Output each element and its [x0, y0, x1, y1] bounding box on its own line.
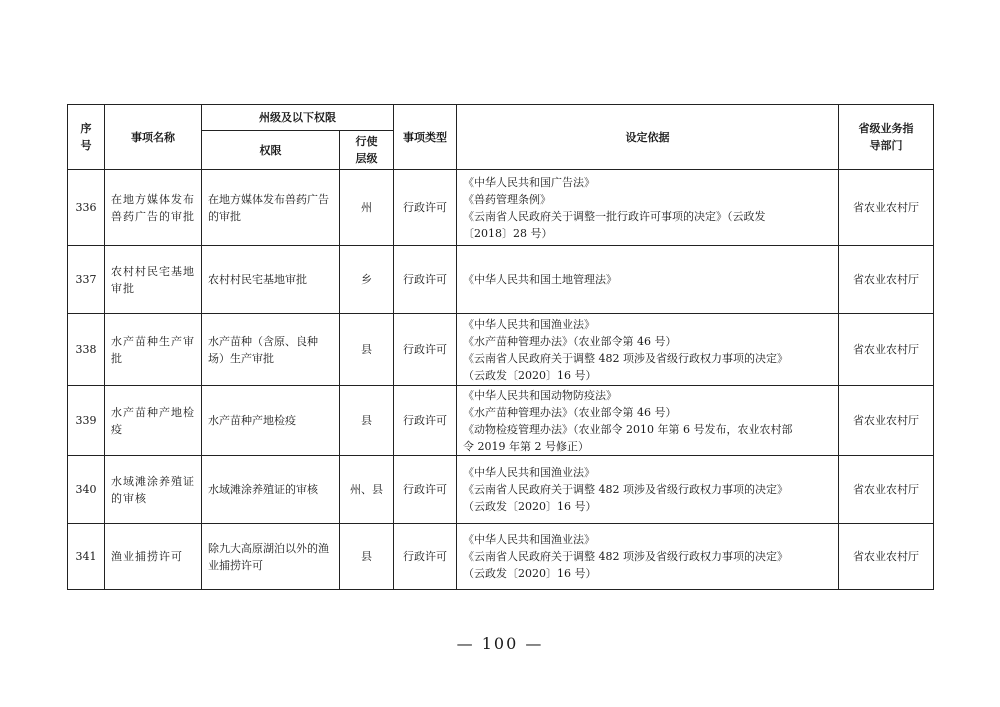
basis-line: 《云南省人民政府关于调整一批行政许可事项的决定》（云政发: [463, 209, 766, 223]
header-level: 行使层级: [340, 131, 394, 170]
table-row: [68, 456, 934, 524]
level: 州: [340, 170, 394, 246]
table-row: [68, 386, 934, 456]
authority-text: 水域滩涂养殖证的审核: [202, 456, 340, 524]
header-authority-group: 州级及以下权限: [202, 105, 394, 131]
table-row: [68, 170, 934, 246]
basis-cell: [457, 386, 839, 456]
basis-line: 《云南省人民政府关于调整 482 项涉及省级行政权力事项的决定》: [463, 351, 788, 365]
row-number: 338: [68, 314, 105, 386]
basis-line: 《中华人民共和国渔业法》: [463, 466, 595, 479]
basis-line: 《云南省人民政府关于调整 482 项涉及省级行政权力事项的决定》: [463, 483, 788, 496]
header-authority: 权限: [202, 131, 340, 170]
basis-line: 《水产苗种管理办法》（农业部令第 46 号）: [463, 334, 677, 348]
item-name: 水产苗种产地检疫: [105, 386, 202, 456]
basis-line: 《中华人民共和国动物防疫法》: [463, 388, 617, 402]
basis-line: 《中华人民共和国渔业法》: [463, 317, 595, 331]
basis-cell: [457, 456, 839, 524]
item-name: 在地方媒体发布兽药广告的审批: [105, 170, 202, 246]
authority-text: 除九大高原湖泊以外的渔业捕捞许可: [202, 524, 340, 590]
basis-line: （云政发〔2020〕16 号）: [463, 500, 597, 513]
admin-items-table: [67, 104, 934, 590]
header-item-type: 事项类型: [394, 105, 457, 170]
item-type: 行政许可: [394, 524, 457, 590]
basis-line: 《中华人民共和国土地管理法》: [463, 273, 617, 286]
table-row: [68, 314, 934, 386]
level: 县: [340, 524, 394, 590]
dept: 省农业农村厅: [839, 386, 934, 456]
header-seq: 序号: [68, 105, 105, 170]
basis-line: 令 2019 年第 2 号修正）: [463, 439, 589, 453]
item-type: 行政许可: [394, 246, 457, 314]
row-number: 337: [68, 246, 105, 314]
level: 乡: [340, 246, 394, 314]
dept: 省农业农村厅: [839, 246, 934, 314]
row-number: 340: [68, 456, 105, 524]
basis-line: 《云南省人民政府关于调整 482 项涉及省级行政权力事项的决定》: [463, 550, 788, 563]
row-number: 336: [68, 170, 105, 246]
basis-cell: [457, 246, 839, 314]
authority-text: 在地方媒体发布兽药广告的审批: [202, 170, 340, 246]
item-type: 行政许可: [394, 314, 457, 386]
authority-text: 农村村民宅基地审批: [202, 246, 340, 314]
dept: 省农业农村厅: [839, 170, 934, 246]
header-basis: 设定依据: [457, 105, 839, 170]
basis-line: （云政发〔2020〕16 号）: [463, 567, 597, 580]
basis-cell: [457, 524, 839, 590]
basis-line: 《兽药管理条例》: [463, 192, 551, 206]
header-dept: 省级业务指导部门: [839, 105, 934, 170]
row-number: 339: [68, 386, 105, 456]
authority-text: 水产苗种（含原、良种场）生产审批: [202, 314, 340, 386]
header-item-name: 事项名称: [105, 105, 202, 170]
page-number: — 100 —: [456, 634, 544, 653]
basis-cell: [457, 170, 839, 246]
item-name: 水产苗种生产审批: [105, 314, 202, 386]
item-type: 行政许可: [394, 386, 457, 456]
level: 县: [340, 314, 394, 386]
table-row: [68, 246, 934, 314]
level: 县: [340, 386, 394, 456]
authority-text: 水产苗种产地检疫: [202, 386, 340, 456]
item-name: 渔业捕捞许可: [105, 524, 202, 590]
dept: 省农业农村厅: [839, 314, 934, 386]
basis-line: 《中华人民共和国渔业法》: [463, 533, 595, 546]
row-number: 341: [68, 524, 105, 590]
basis-line: 《动物检疫管理办法》（农业部令 2010 年第 6 号发布，农业农村部: [463, 422, 793, 436]
basis-line: 〔2018〕28 号）: [463, 226, 553, 240]
basis-line: 《中华人民共和国广告法》: [463, 175, 595, 189]
dept: 省农业农村厅: [839, 456, 934, 524]
basis-line: （云政发〔2020〕16 号）: [463, 368, 597, 382]
level: 州、县: [340, 456, 394, 524]
item-name: 水域滩涂养殖证的审核: [105, 456, 202, 524]
item-type: 行政许可: [394, 456, 457, 524]
basis-line: 《水产苗种管理办法》（农业部令第 46 号）: [463, 405, 677, 419]
table-row: [68, 524, 934, 590]
dept: 省农业农村厅: [839, 524, 934, 590]
basis-cell: [457, 314, 839, 386]
item-name: 农村村民宅基地审批: [105, 246, 202, 314]
item-type: 行政许可: [394, 170, 457, 246]
